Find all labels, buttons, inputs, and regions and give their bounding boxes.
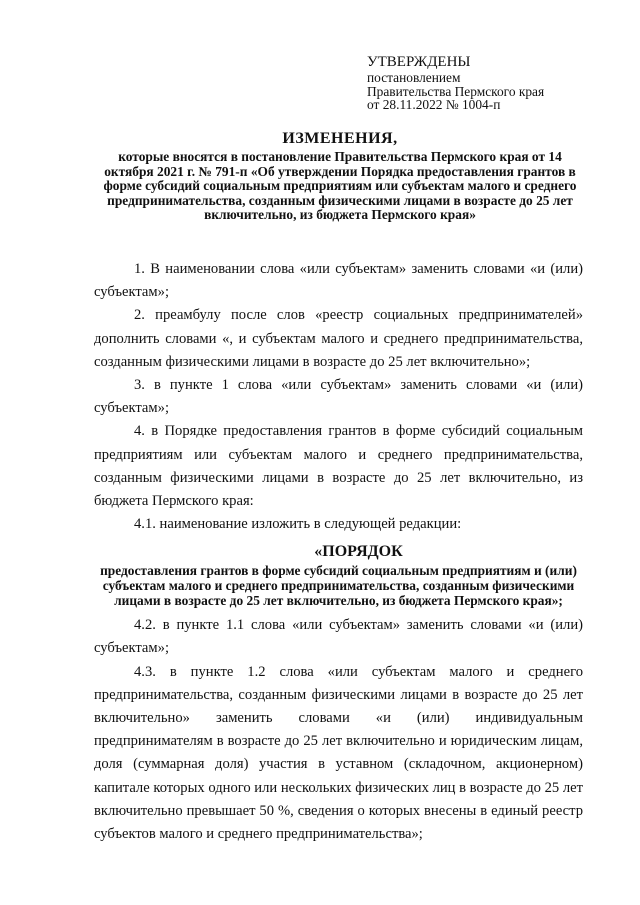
- paragraph-4-3: 4.3. в пункте 1.2 слова «или субъектам малого и среднего предпринимательства, созданным физическими лицами в возрасте до 25 лет включительно» заменить словами «и (или) индивидуальным предпринимателям в возрасте до 25 лет включительно и юридическим лицам, доля (суммарная доля) участия в уставном (складочном, акционерном) капитале которых одного или нескольких физических лиц в возрасте до 25 лет включительно превышает 50 %, сведения о которых внесены в единый реестр субъектов малого и среднего предпринимательства»;: [94, 663, 584, 843]
- approval-heading: УТВЕРЖДЕНЫ: [367, 54, 471, 70]
- approval-line-1: постановлением: [367, 70, 461, 85]
- paragraph-4: 4. в Порядке предоставления грантов в форме субсидий социальным предприятиям или субъектам малого и среднего предпринимательства, созданным физическими лицами в возрасте до 25 лет включительно, из бюджета Пермского края:: [94, 423, 583, 510]
- approval-line-2: Правительства Пермского края: [367, 83, 545, 99]
- paragraph-1: 1. В наименовании слова «или субъектам» заменить словами «и (или) субъектам»;: [94, 261, 583, 301]
- document-body: [94, 258, 583, 846]
- paragraph-4-1: 4.1. наименование изложить в следующей редакции:: [134, 516, 462, 533]
- document-subtitle: которые вносятся в постановление Правительства Пермского края от 14 октября 2021 г. № 791-п «Об утверждении Порядка предоставления грантов в форме субсидий социальным предприятиям или субъектам малого и среднего предпринимательства, созданным физическими лицами в возрасте до 25 лет включительно, из бюджета Пермского края»: [103, 149, 577, 223]
- approval-stamp: [367, 54, 544, 112]
- order-subtitle: предоставления грантов в форме субсидий социальным предприятиям и (или) субъектам малого и среднего предпринимательства, созданным физическими лицами в возрасте до 25 лет включительно, из бюджета Пермского края»;: [100, 563, 577, 608]
- paragraph-3: 3. в пункте 1 слова «или субъектам» заменить словами «и (или) субъектам»;: [94, 377, 583, 417]
- paragraph-2: 2. преамбулу после слов «реестр социальных предпринимателей» дополнить словами «, и субъектам малого и среднего предпринимательства, созданным физическими лицами в возрасте до 25 лет включительно»;: [94, 307, 583, 370]
- approval-line-3: от 28.11.2022 № 1004-п: [367, 97, 501, 113]
- document-title: ИЗМЕНЕНИЯ,: [282, 130, 398, 147]
- order-title: «ПОРЯДОК: [314, 543, 403, 561]
- paragraph-4-2: 4.2. в пункте 1.1 слова «или субъектам» заменить словами «и (или) субъектам»;: [94, 617, 583, 657]
